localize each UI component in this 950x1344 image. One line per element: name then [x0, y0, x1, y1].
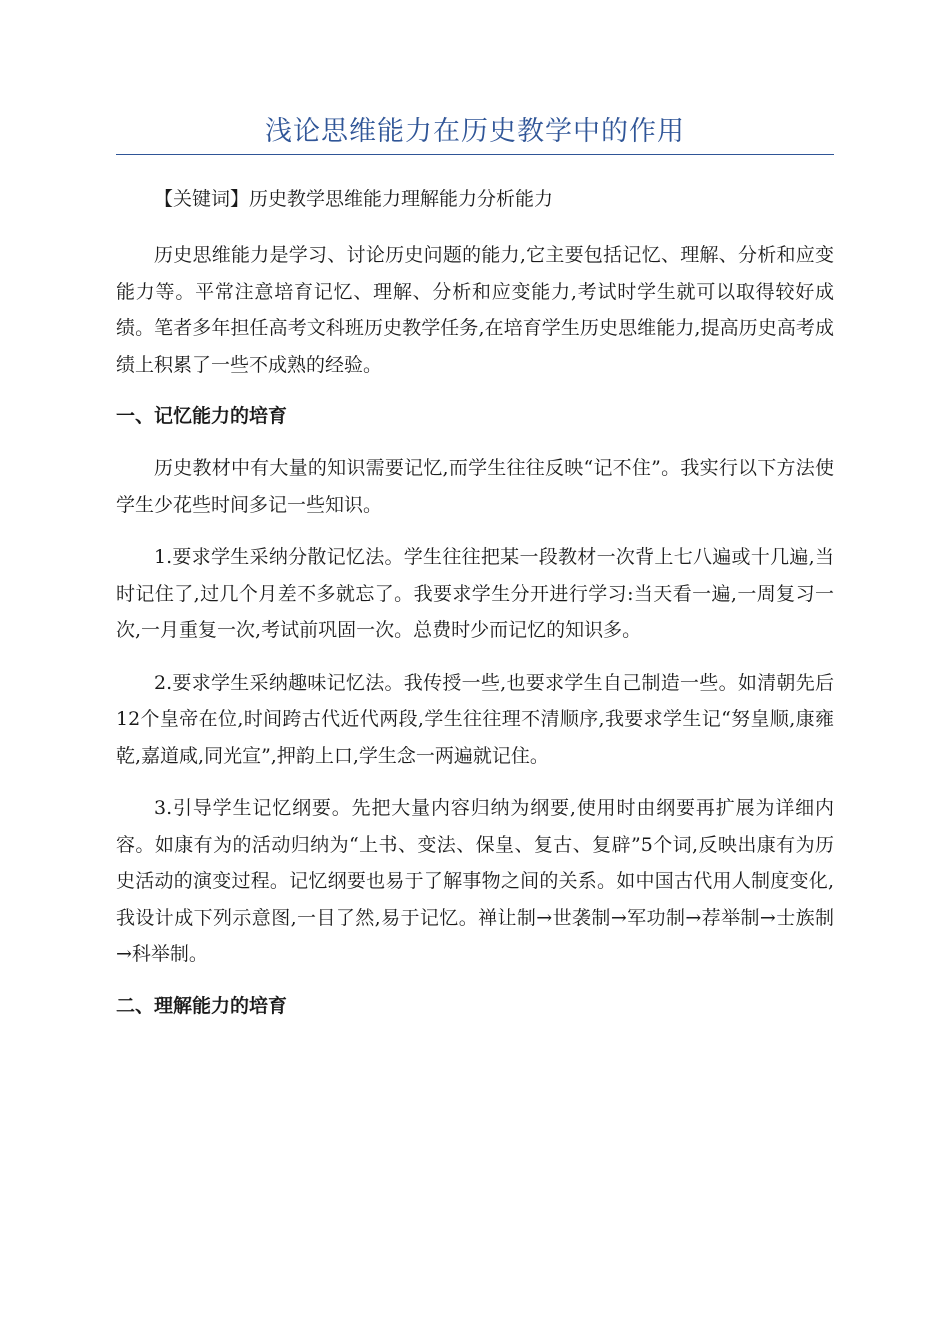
keywords-line: 【关键词】历史教学思维能力理解能力分析能力 [154, 188, 554, 210]
section-heading-memory: 一、记忆能力的培育 [116, 405, 288, 427]
intro-paragraph: 历史思维能力是学习、讨论历史问题的能力,它主要包括记忆、理解、分析和应变能力等。平常注意培育记忆、理解、分析和应变能力,考试时学生就可以取得较好成绩。笔者多年担任高考文科班历史教学任务,在培育学生历史思维能力,提高历史高考成绩上积累了一些不成熟的经验。 [116, 244, 834, 376]
memory-paragraph-method-2: 2.要求学生采纳趣味记忆法。我传授一些,也要求学生自己制造一些。如清朝先后12个皇帝在位,时间跨古代近代两段,学生往往理不清顺序,我要求学生记“努皇顺,康雍乾,嘉道咸,同光宣”,押韵上口,学生念一两遍就记住。 [116, 671, 834, 767]
section-heading-understanding: 二、理解能力的培育 [116, 994, 288, 1017]
title-underline [116, 154, 834, 155]
memory-paragraph-method-1: 1.要求学生采纳分散记忆法。学生往往把某一段教材一次背上七八遍或十几遍,当时记住了,过几个月差不多就忘了。我要求学生分开进行学习:当天看一遍,一周复习一次,一月重复一次,考试前巩固一次。总费时少而记忆的知识多。 [116, 546, 834, 641]
memory-paragraph-method-3: 3.引导学生记忆纲要。先把大量内容归纳为纲要,使用时由纲要再扩展为详细内容。如康有为的活动归纳为“上书、变法、保皇、复古、复辟”5个词,反映出康有为历史活动的演变过程。记忆纲要也易于了解事物之间的关系。如中国古代用人制度变化,我设计成下列示意图,一目了然,易于记忆。禅让制→世袭制→军功制→荐举制→士族制→科举制。 [116, 797, 834, 965]
memory-paragraph-intro: 历史教材中有大量的知识需要记忆,而学生往往反映“记不住”。我实行以下方法使学生少花些时间多记一些知识。 [116, 457, 834, 516]
document-page [116, 110, 834, 1024]
document-title: 浅论思维能力在历史教学中的作用 [265, 116, 685, 147]
